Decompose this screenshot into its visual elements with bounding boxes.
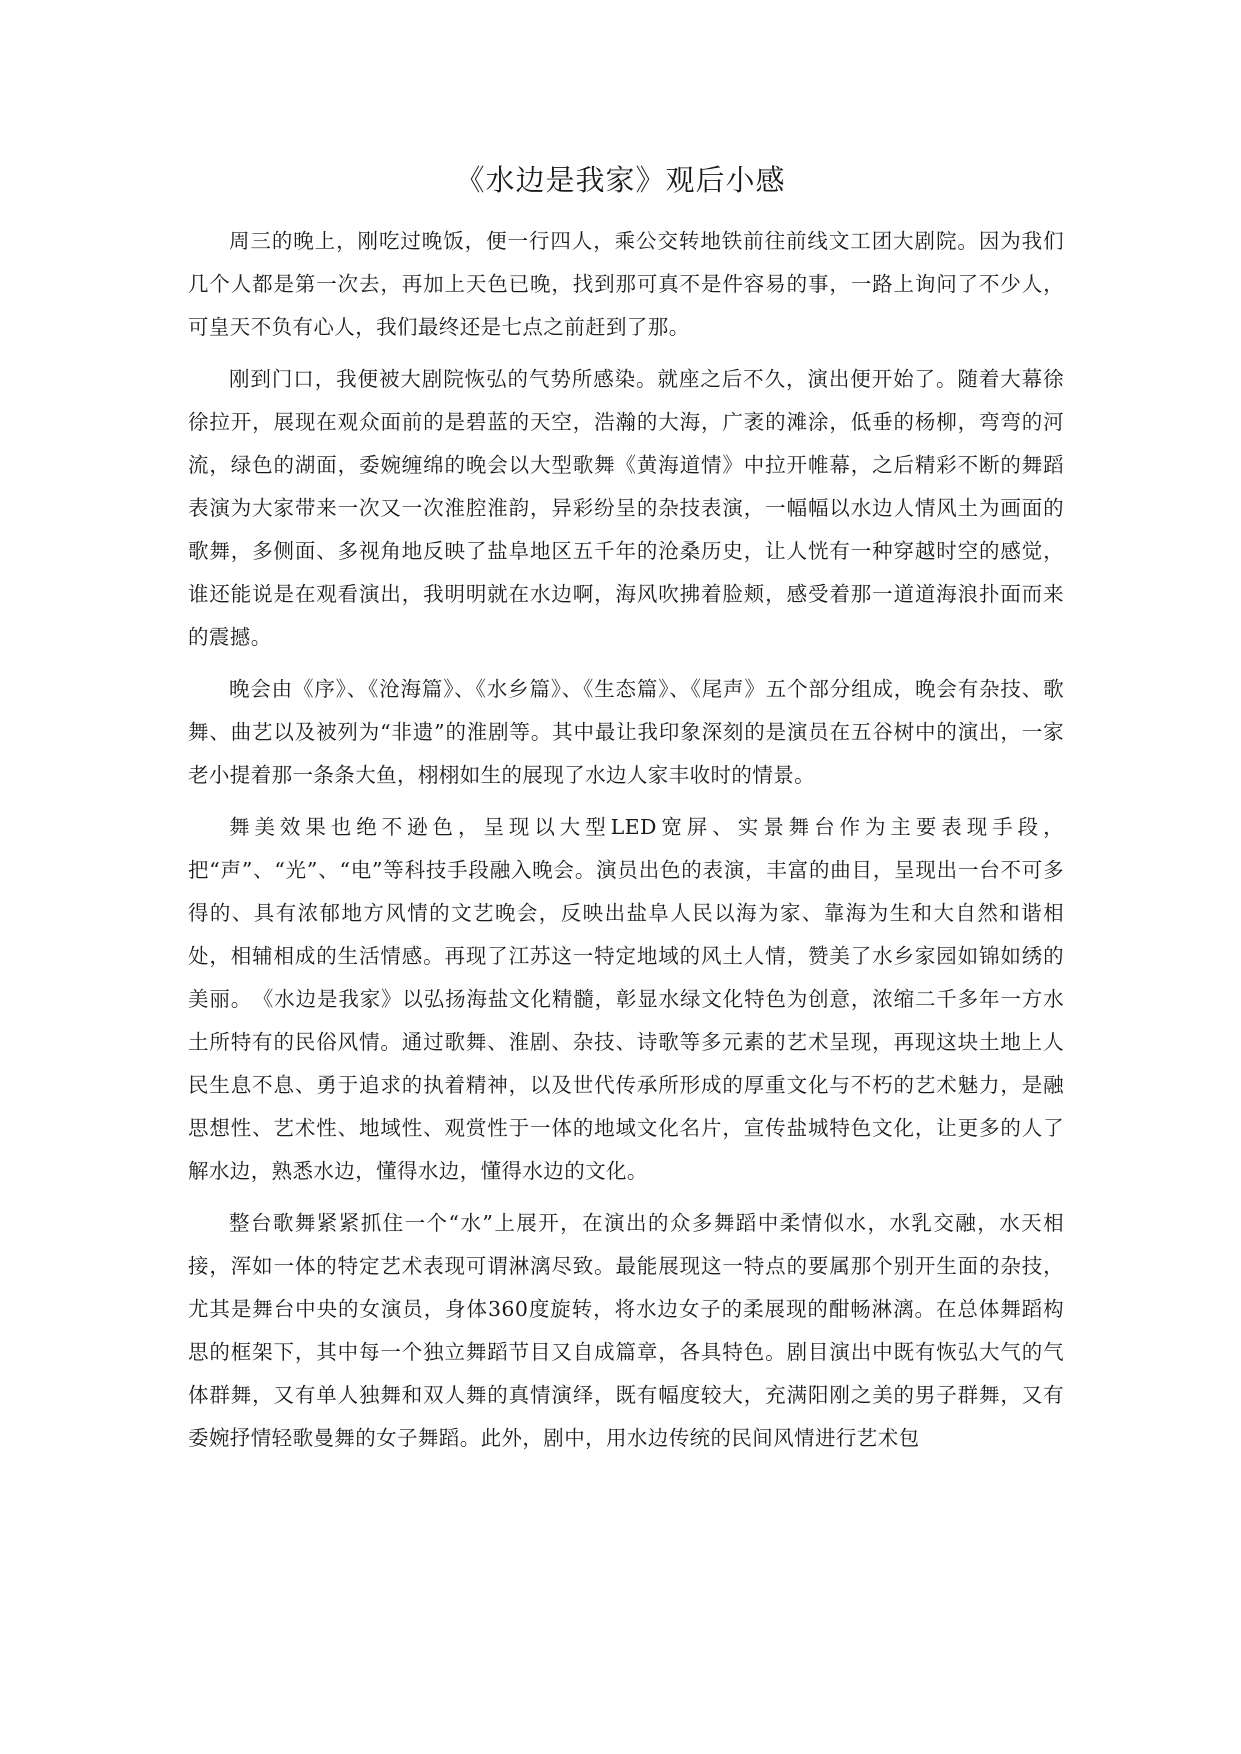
paragraph-gap [188,1193,1064,1202]
paragraph-2: 刚到门口，我便被大剧院恢弘的气势所感染。就座之后不久，演出便开始了。随着大幕徐徐拉开，展现在观众面前的是碧蓝的天空，浩瀚的大海，广袤的滩涂，低垂的杨柳，弯弯的河流，绿色的湖面，委婉缠绵的晚会以大型歌舞《黄海道情》中拉开帷幕，之后精彩不断的舞蹈表演为大家带来一次又一次淮腔淮韵，异彩纷呈的杂技表演，一幅幅以水边人情风土为画面的歌舞，多侧面、多视角地反映了盐阜地区五千年的沧桑历史，让人恍有一种穿越时空的感觉，谁还能说是在观看演出，我明明就在水边啊，海风吹拂着脸颊，感受着那一道道海浪扑面而来的震撼。 [188,367,1064,649]
paragraph-3: 晚会由《序》、《沧海篇》、《水乡篇》、《生态篇》、《尾声》五个部分组成，晚会有杂技、歌舞、曲艺以及被列为“非遗”的淮剧等。其中最让我印象深刻的是演员在五谷树中的演出，一家老小提着那一条条大鱼，栩栩如生的展现了水边人家丰收时的情景。 [188,677,1064,787]
document-title: 《水边是我家》观后小感 [455,163,786,197]
paragraph-4: 舞美效果也绝不逊色，呈现以大型LED宽屏、实景舞台作为主要表现手段，把“声”、“光”、“电”等科技手段融入晚会。演员出色的表演，丰富的曲目，呈现出一台不可多得的、具有浓郁地方风情的文艺晚会，反映出盐阜人民以海为家、靠海为生和大自然和谐相处，相辅相成的生活情感。再现了江苏这一特定地域的风土人情，赞美了水乡家园如锦如绣的美丽。 《水边是我家》以弘扬海盐文化精髓，彰显水绿文化特色为创意，浓缩二千多年一方水土所特有的民俗风情。通过歌舞、淮剧、杂技、诗歌等多元素的艺术呈现，再现这块土地上人民生息不息、勇于追求的执着精神，以及世代传承所形成的厚重文化与不朽的艺术魅力，是融思想性、艺术性、地域性、观赏性于一体的地域文化名片，宣传盐城特色文化，让更多的人了解水边，熟悉水边，懂得水边，懂得水边的文化。 [188,815,1064,1183]
paragraph-gap [188,659,1064,668]
paragraph-gap [188,349,1064,358]
paragraph-gap [188,797,1064,806]
paragraph-5: 整台歌舞紧紧抓住一个“水”上展开，在演出的众多舞蹈中柔情似水，水乳交融，水天相接，浑如一体的特定艺术表现可谓淋漓尽致。最能展现这一特点的要属那个别开生面的杂技，尤其是舞台中央的女演员，身体360度旋转，将水边女子的柔展现的酣畅淋漓。在总体舞蹈构思的框架下，其中每一个独立舞蹈节目又自成篇章，各具特色。剧目演出中既有恢弘大气的气体群舞，又有单人独舞和双人舞的真情演绎，既有幅度较大，充满阳刚之美的男子群舞，又有委婉抒情轻歌曼舞的女子舞蹈。此外，剧中，用水边传统的民间风情进行艺术包 [188,1211,1064,1450]
paragraph-1: 周三的晚上，刚吃过晚饭，便一行四人，乘公交转地铁前往前线文工团大剧院。因为我们几个人都是第一次去，再加上天色已晚，找到那可真不是件容易的事，一路上询问了不少人，可皇天不负有心人，我们最终还是七点之前赶到了那。 [188,229,1064,339]
document-body [188,220,1064,1460]
